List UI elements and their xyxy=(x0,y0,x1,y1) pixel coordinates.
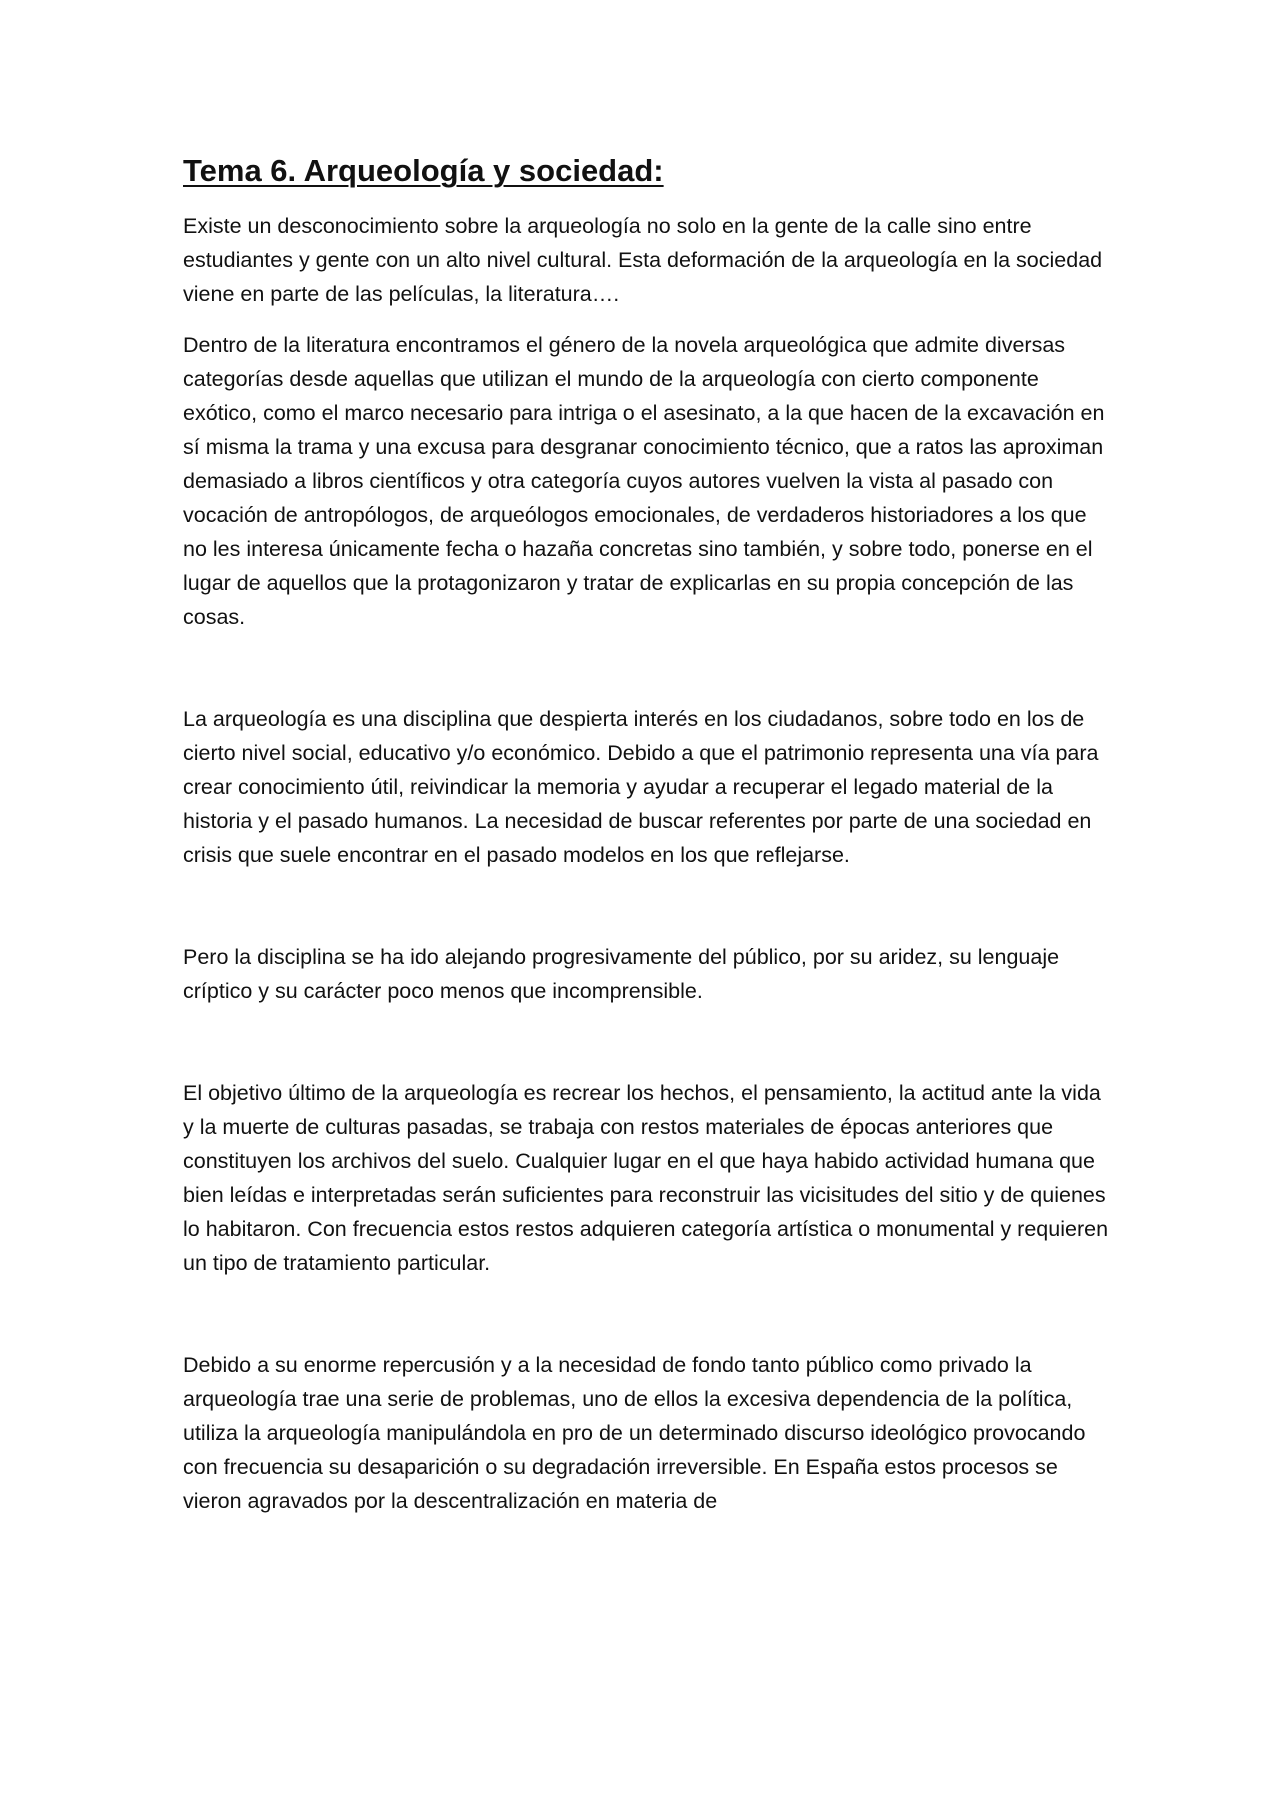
paragraph-2: Dentro de la literatura encontramos el género de la novela arqueológica que admite diversas categorías desde aquellas que utilizan el mundo de la arqueología con cierto componente exótico, como el marco necesario para intriga o el asesinato, a la que hacen de la excavación en sí misma la trama y una excusa para desgranar conocimiento técnico, que a ratos las aproximan demasiado a libros científicos y otra categoría cuyos autores vuelven la vista al pasado con vocación de antropólogos, de arqueólogos emocionales, de verdaderos historiadores a los que no les interesa únicamente fecha o hazaña concretas sino también, y sobre todo, ponerse en el lugar de aquellos que la protagonizaron y tratar de explicarlas en su propia concepción de las cosas. xyxy=(183,333,1105,630)
document-body xyxy=(183,152,1113,1518)
paragraph-5: El objetivo último de la arqueología es recrear los hechos, el pensamiento, la actitud ante la vida y la muerte de culturas pasadas, se trabaja con restos materiales de épocas anteriores que constituyen los archivos del suelo. Cualquier lugar en el que haya habido actividad humana que bien leídas e interpretadas serán suficientes para reconstruir las vicisitudes del sitio y de quienes lo habitaron. Con frecuencia estos restos adquieren categoría artística o monumental y requieren un tipo de tratamiento particular. xyxy=(183,1081,1109,1276)
document-title: Tema 6. Arqueología y sociedad: xyxy=(183,153,664,188)
paragraph-6: Debido a su enorme repercusión y a la necesidad de fondo tanto público como privado la arqueología trae una serie de problemas, uno de ellos la excesiva dependencia de la política, utiliza la arqueología manipulándola en pro de un determinado discurso ideológico provocando con frecuencia su desaparición o su degradación irreversible. En España estos procesos se vieron agravados por la descentralización en materia de xyxy=(183,1353,1086,1514)
paragraph-4: Pero la disciplina se ha ido alejando progresivamente del público, por su aridez, su lenguaje críptico y su carácter poco menos que incomprensible. xyxy=(183,945,1060,1004)
paragraph-3: La arqueología es una disciplina que despierta interés en los ciudadanos, sobre todo en los de cierto nivel social, educativo y/o económico. Debido a que el patrimonio representa una vía para crear conocimiento útil, reivindicar la memoria y ayudar a recuperar el legado material de la historia y el pasado humanos. La necesidad de buscar referentes por parte de una sociedad en crisis que suele encontrar en el pasado modelos en los que reflejarse. xyxy=(183,707,1099,868)
paragraph-1: Existe un desconocimiento sobre la arqueología no solo en la gente de la calle sino entre estudiantes y gente con un alto nivel cultural. Esta deformación de la arqueología en la sociedad viene en parte de las películas, la literatura…. xyxy=(183,214,1103,307)
